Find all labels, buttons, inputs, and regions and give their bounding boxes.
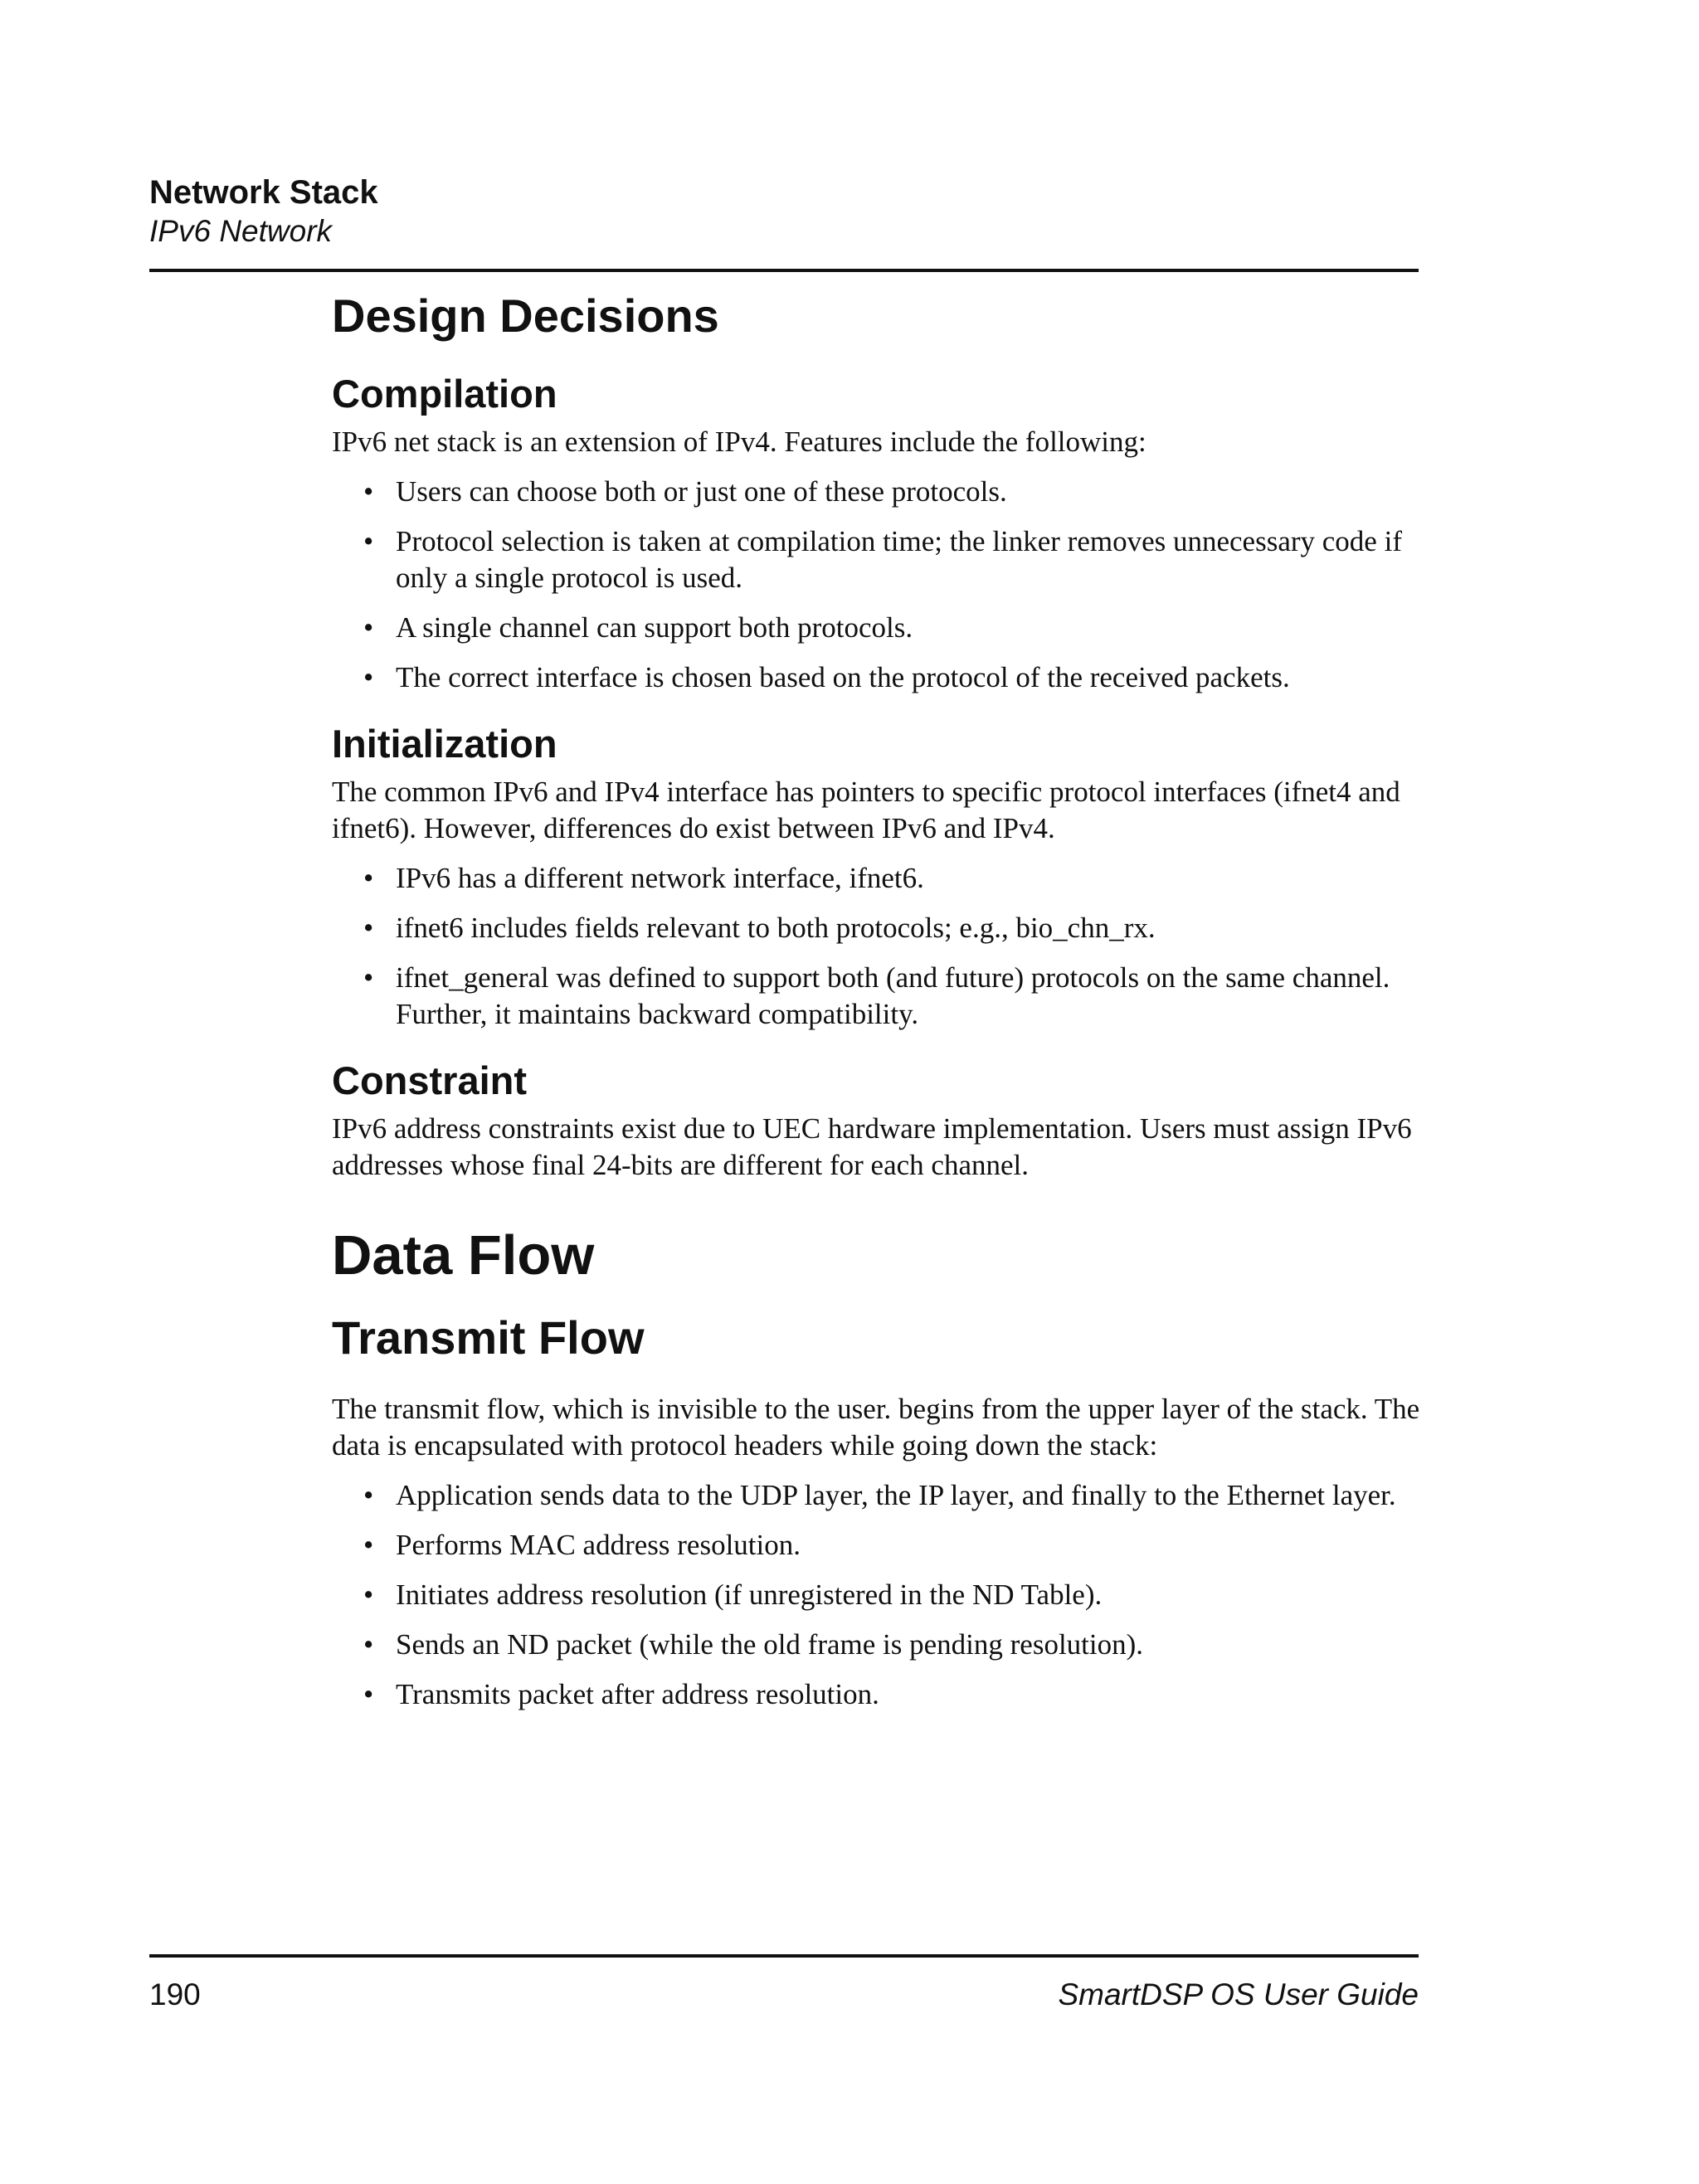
heading-initialization: Initialization xyxy=(332,722,557,766)
running-header xyxy=(149,173,378,251)
compilation-intro: IPv6 net stack is an extension of IPv4. Features include the following: xyxy=(332,426,1146,458)
transmit-flow-list xyxy=(332,1477,1427,1713)
list-item: • ifnet_general was defined to support both (and future) protocols on the same channel. Further, it maintains backward compatibility. xyxy=(332,960,1427,1033)
section-title: IPv6 Network xyxy=(149,214,333,248)
header-rule xyxy=(149,269,1419,272)
list-item: • Application sends data to the UDP layer, the IP layer, and finally to the Ethernet layer. xyxy=(332,1477,1427,1514)
heading-design-decisions: Design Decisions xyxy=(332,289,719,342)
page-number: 190 xyxy=(149,1977,201,2011)
list-item: • IPv6 has a different network interface, ifnet6. xyxy=(332,860,1427,897)
heading-constraint: Constraint xyxy=(332,1058,527,1102)
list-item: • Transmits packet after address resolution. xyxy=(332,1676,1427,1713)
footer-rule xyxy=(149,1954,1419,1958)
compilation-list xyxy=(332,474,1427,696)
constraint-text: IPv6 address constraints exist due to UEC hardware implementation. Users must assign IPv6 addresses whose final 24-bits are different for each channel. xyxy=(332,1112,1412,1181)
transmit-flow-intro: The transmit flow, which is invisible to the user. begins from the upper layer of the stack. The data is encapsulated with protocol headers while going down the stack: xyxy=(332,1393,1420,1462)
list-item: • ifnet6 includes fields relevant to both protocols; e.g., bio_chn_rx. xyxy=(332,910,1427,946)
guide-title: SmartDSP OS User Guide xyxy=(1058,1977,1419,2011)
list-item: • Users can choose both or just one of these protocols. xyxy=(332,474,1427,510)
page-body xyxy=(332,286,1427,1726)
heading-transmit-flow: Transmit Flow xyxy=(332,1311,645,1364)
initialization-intro: The common IPv6 and IPv4 interface has pointers to specific protocol interfaces (ifnet4 and ifnet6). However, differences do exist between IPv6 and IPv4. xyxy=(332,776,1400,844)
list-item: • Initiates address resolution (if unregistered in the ND Table). xyxy=(332,1577,1427,1613)
list-item: • Sends an ND packet (while the old frame is pending resolution). xyxy=(332,1627,1427,1663)
list-item: • The correct interface is chosen based on the protocol of the received packets. xyxy=(332,659,1427,696)
list-item: • Protocol selection is taken at compilation time; the linker removes unnecessary code if only a single protocol is used. xyxy=(332,523,1427,596)
initialization-list xyxy=(332,860,1427,1033)
chapter-title: Network Stack xyxy=(149,174,378,211)
heading-data-flow: Data Flow xyxy=(332,1224,595,1287)
list-item: • A single channel can support both protocols. xyxy=(332,610,1427,646)
list-item: • Performs MAC address resolution. xyxy=(332,1527,1427,1564)
heading-compilation: Compilation xyxy=(332,372,557,416)
